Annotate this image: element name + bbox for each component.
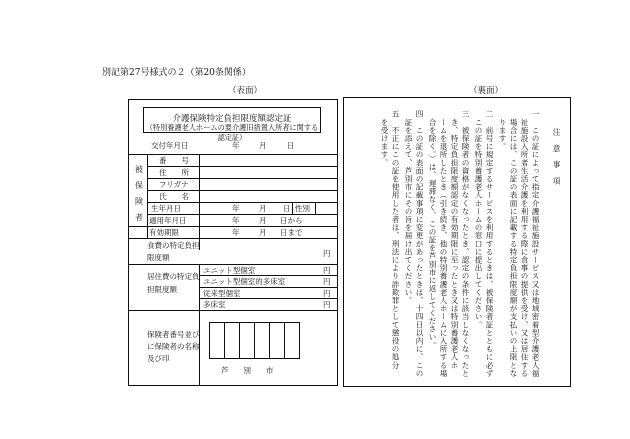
note-line-8: き、特定負担限度額認定の有効期限に至ったとき又は特別養護老人ホ — [450, 110, 459, 370]
note-line-6: この証を特別養護老人ホームの窓口に提出してください。 — [474, 110, 483, 329]
issue-month-unit: 月 — [259, 141, 267, 150]
furigana-label: フリガナ — [159, 180, 189, 189]
issue-year-unit: 年 — [232, 141, 240, 150]
apply-from-suffix: 日から — [280, 216, 303, 225]
room-type-3: 従来型個室 — [203, 289, 241, 298]
form-number-header: 別記第27号様式の２（第20条関係） — [102, 68, 251, 78]
number-label: 番 号 — [159, 156, 189, 165]
sex-label: 性別 — [295, 204, 310, 213]
insurer-name: 芦 別 市 — [221, 366, 274, 375]
room-type-4-yen: 円 — [323, 300, 331, 309]
note-line-2: 祉施設入所者生活介護を利用する際に食事の提供を受け、又は居住する — [520, 110, 529, 378]
room-type-1-yen: 円 — [323, 266, 331, 275]
expiry-label: 有効期限 — [149, 228, 179, 237]
birth-date-label: 生年月日 — [151, 204, 181, 213]
back-side-label: （裏面） — [469, 86, 504, 96]
insurer-label-2: に保険者の名称 — [147, 342, 200, 351]
note-line-12: 証を添えて、芦別市にその旨を届け出てください。 — [404, 110, 413, 305]
note-line-11: 四 この証の表面の記載事項に変更があったときは、十四日以内に、この — [415, 110, 424, 378]
address-label: 住 所 — [159, 168, 189, 177]
issue-day-unit: 日 — [287, 141, 295, 150]
note-line-3: 場合には、この証の表面に記載する特定負担限度額が支払いの上限とな — [509, 110, 518, 378]
note-line-13: 五 不正にこの証を使用した者は、刑法により詐欺罪として懲役の処分 — [391, 110, 400, 370]
birth-year-unit: 年 — [232, 204, 240, 213]
apply-year-unit: 年 — [232, 216, 240, 225]
insurer-label-1: 保険者番号並び — [147, 330, 200, 339]
birth-day-unit: 日 — [283, 204, 291, 213]
note-line-14: を受けます。 — [380, 110, 389, 167]
insured-char-4: 者 — [135, 213, 143, 222]
living-limit-label-2: 担限度額 — [147, 285, 177, 294]
expiry-until-suffix: 日まで — [280, 228, 303, 237]
apply-month-unit: 月 — [259, 216, 267, 225]
insured-char-3: 険 — [135, 197, 143, 206]
certificate-front — [128, 99, 338, 386]
food-limit-label-1: 食費の特定負担 — [147, 241, 200, 250]
name-label: 氏 名 — [159, 192, 189, 201]
living-limit-label-1: 居住費の特定負 — [147, 272, 200, 281]
insured-char-1: 被 — [135, 165, 143, 174]
notes-title: 注 意 事 項 — [552, 128, 561, 185]
food-yen-unit: 円 — [323, 249, 331, 258]
note-line-9: ームを退所したとき（引き続き、他の特別養護老人ホームに入所する場 — [439, 110, 448, 378]
food-limit-label-2: 限度額 — [147, 253, 170, 262]
note-line-10: 合を除く。）は、遅滞なく、この証を芦別市に返してください。 — [428, 110, 437, 350]
expiry-month-unit: 月 — [259, 228, 267, 237]
certificate-title: 介護保険特定負担限度額認定証 — [172, 114, 292, 124]
expiry-year-unit: 年 — [232, 228, 240, 237]
insured-char-2: 保 — [135, 181, 143, 190]
title-box — [143, 107, 321, 142]
room-type-2: ユニット型個室的多床室 — [203, 277, 286, 286]
note-line-1: 一 この証によって指定介護福祉施設サービス又は地域密着型介護老人福 — [531, 110, 540, 378]
apply-date-label: 適用年月日 — [149, 216, 187, 225]
room-type-3-yen: 円 — [323, 289, 331, 298]
note-line-5: 二 前号に規定するサービスを利用するときは、被保険者証とともに必ず — [485, 110, 494, 378]
room-type-2-yen: 円 — [323, 277, 331, 286]
certificate-back — [343, 97, 571, 387]
room-type-1: ユニット型個室 — [203, 266, 256, 275]
certificate-subtitle: （特別養護老人ホームの要介護旧措置入所者に関する認定証） — [145, 123, 319, 142]
room-type-4: 多床室 — [203, 300, 226, 309]
insurer-label-3: 及び印 — [147, 354, 170, 363]
note-line-4: ります。 — [498, 110, 507, 151]
front-side-label: （表面） — [228, 86, 263, 96]
birth-month-unit: 月 — [259, 204, 267, 213]
issue-date-label: 交付年月日 — [151, 141, 189, 150]
note-line-7: 三 被保険者の資格がなくなったとき、認定の条件に該当しなくなったと — [461, 110, 470, 378]
